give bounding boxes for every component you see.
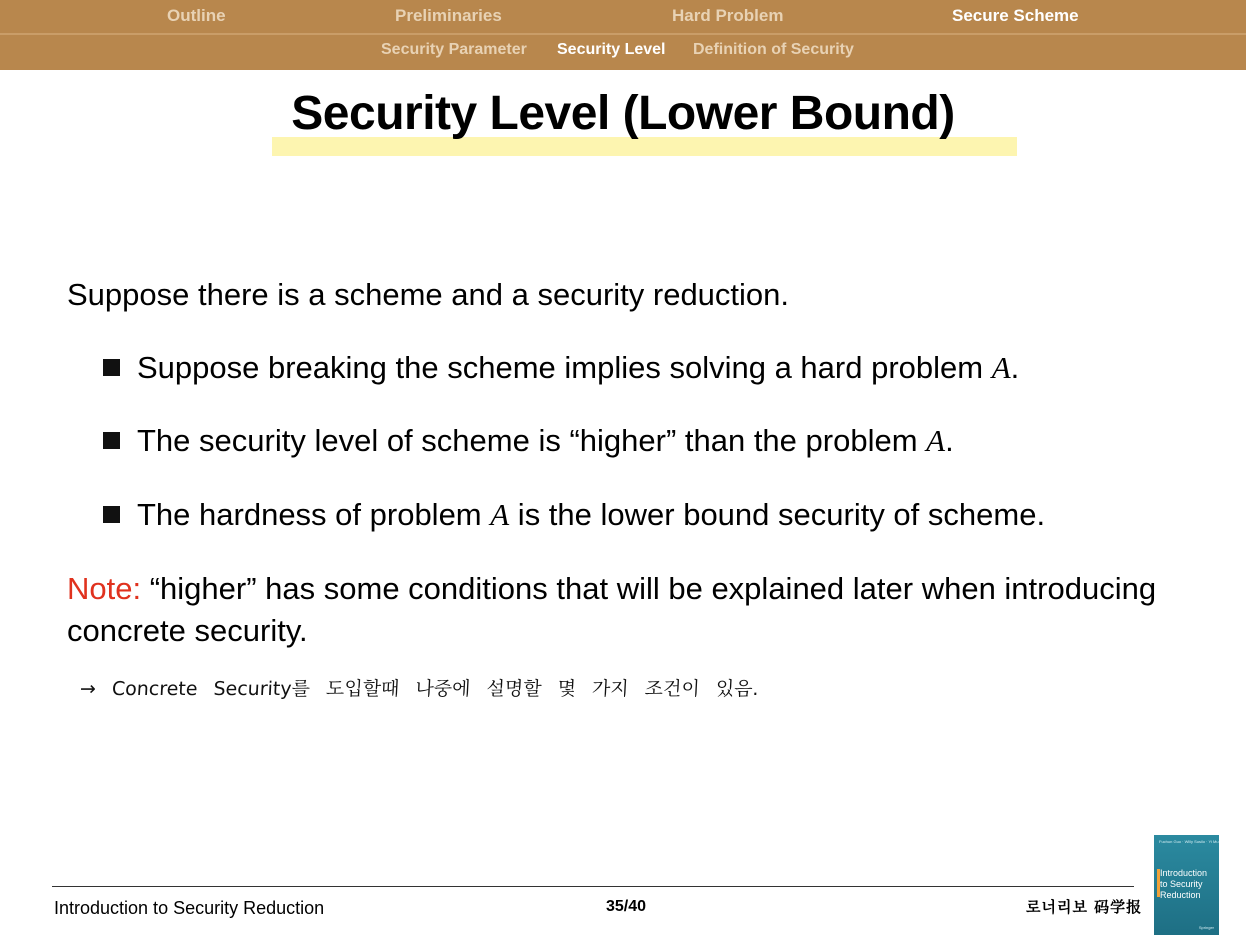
list-item <box>103 350 1019 386</box>
list-item <box>103 497 1045 533</box>
nav-section-hard-problem[interactable]: Hard Problem <box>672 6 784 25</box>
top-navigation <box>0 0 1246 70</box>
subsection-nav <box>0 36 1246 68</box>
handwritten-annotation: → Concrete Security를 도입할때 나중에 설명할 몇 가지 조건이 있음. <box>79 678 760 700</box>
square-bullet-icon <box>103 506 120 523</box>
nav-subsection-security-parameter[interactable]: Security Parameter <box>381 41 527 58</box>
intro-text: Suppose there is a scheme and a security reduction. <box>67 277 790 312</box>
nav-subsection-definition-of-security[interactable]: Definition of Security <box>693 41 854 58</box>
square-bullet-icon <box>103 432 120 449</box>
math-symbol: A <box>490 497 510 532</box>
nav-section-preliminaries[interactable]: Preliminaries <box>395 6 502 25</box>
square-bullet-icon <box>103 359 120 376</box>
note-paragraph <box>67 568 1167 652</box>
math-symbol: A <box>926 423 946 458</box>
book-publisher: Springer <box>1198 925 1214 930</box>
math-symbol: A <box>991 350 1011 385</box>
bullet-text-end: . <box>1010 350 1020 385</box>
bullet-text: The security level of scheme is “higher” than the problem <box>137 423 927 458</box>
footer-logo-text: 로너리보 码学报 <box>1026 898 1143 916</box>
list-item <box>103 423 954 459</box>
bullet-text: Suppose breaking the scheme implies solving a hard problem <box>137 350 992 385</box>
slide-title: Security Level (Lower Bound) <box>291 87 955 140</box>
note-text: “higher” has some conditions that will be explained later when introducing concrete security. <box>67 571 1157 648</box>
section-nav <box>0 0 1246 32</box>
note-label: Note: <box>67 571 142 606</box>
footer-course-title: Introduction to Security Reduction <box>54 898 325 918</box>
nav-divider <box>0 33 1246 35</box>
nav-section-secure-scheme[interactable]: Secure Scheme <box>952 6 1079 25</box>
nav-section-outline[interactable]: Outline <box>167 6 226 25</box>
book-title: Introduction to Security Reduction <box>1160 868 1208 900</box>
bullet-text-end: is the lower bound security of scheme. <box>509 497 1046 532</box>
book-authors: Fuchun Guo · Willy Susilo · Yi Mu <box>1159 839 1219 844</box>
book-cover-image <box>1154 835 1219 935</box>
nav-subsection-security-level[interactable]: Security Level <box>557 41 666 58</box>
footer-divider <box>52 886 1134 887</box>
bullet-text: The hardness of problem <box>137 497 491 532</box>
bullet-text-end: . <box>945 423 954 458</box>
page-number: 35/40 <box>606 898 647 915</box>
